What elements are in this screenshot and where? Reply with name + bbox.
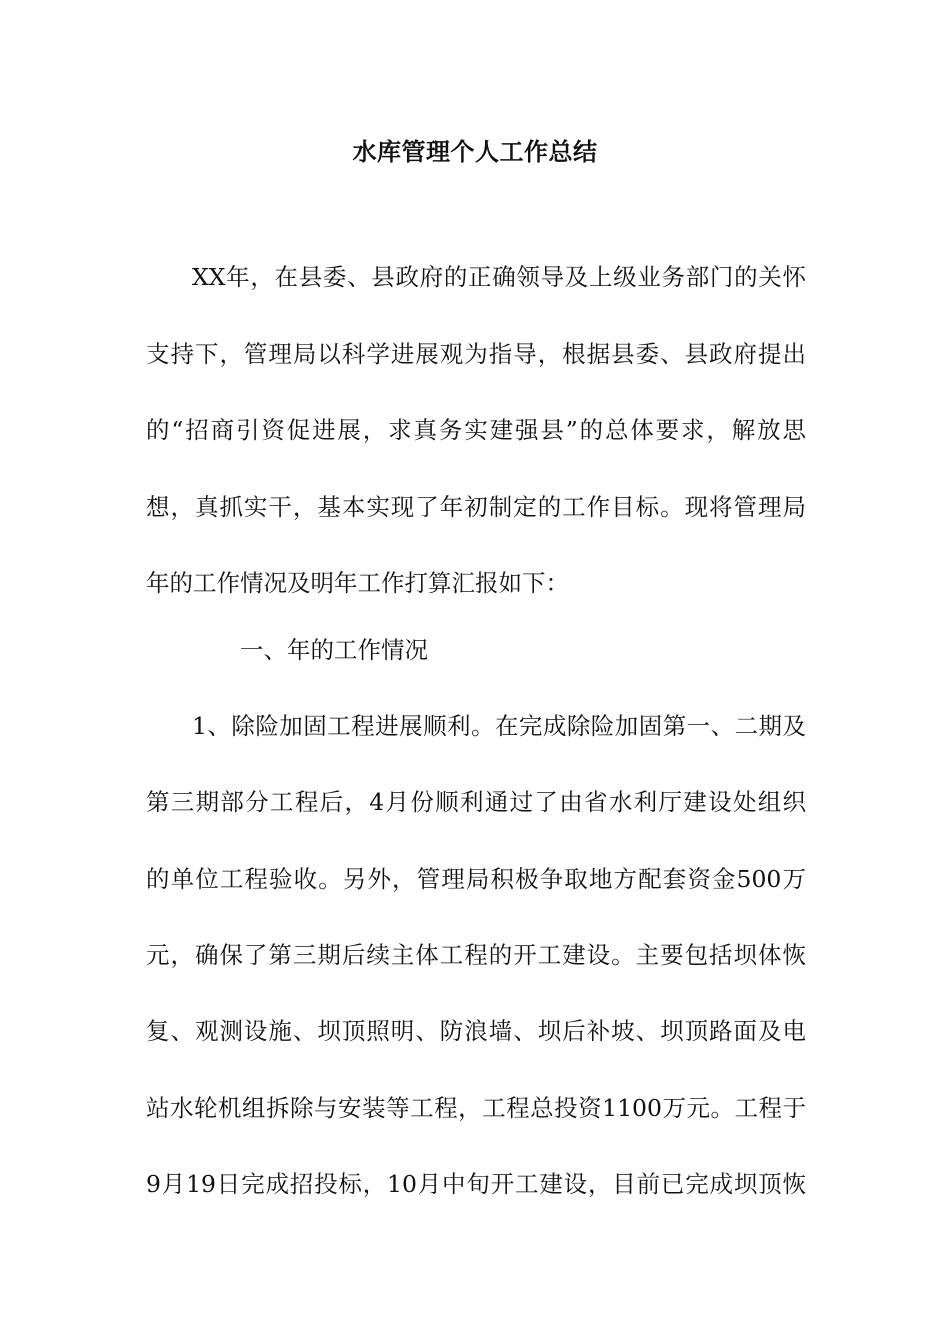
- paragraph-line: 支持下，管理局以科学进展观为指导，根据县委、县政府提出: [146, 340, 806, 368]
- paragraph-line: 9月19日完成招投标，10月中旬开工建设，目前已完成坝顶恢: [146, 1170, 806, 1198]
- paragraph-line: 年的工作情况及明年工作打算汇报如下：: [146, 569, 569, 597]
- paragraph-line: 复、观测设施、坝顶照明、防浪墙、坝后补坡、坝顶路面及电: [146, 1017, 806, 1045]
- paragraph-line: 1、除险加固工程进展顺利。在完成除险加固第一、二期及: [192, 712, 806, 740]
- paragraph-line: 第三期部分工程后，4月份顺利通过了由省水利厅建设处组织: [146, 788, 806, 816]
- paragraph-line: 的“招商引资促进展，求真务实建强县”的总体要求，解放思: [146, 416, 806, 444]
- paragraph-line: 的单位工程验收。另外，管理局积极争取地方配套资金500万: [146, 865, 806, 893]
- paragraph-line: 站水轮机组拆除与安装等工程，工程总投资1100万元。工程于: [146, 1094, 806, 1122]
- paragraph-line: 想，真抓实干，基本实现了年初制定的工作目标。现将管理局: [146, 493, 806, 521]
- paragraph-line: 元，确保了第三期后续主体工程的开工建设。主要包括坝体恢: [146, 941, 806, 969]
- paragraph-line: XX年，在县委、县政府的正确领导及上级业务部门的关怀: [192, 263, 806, 291]
- section-heading: 一、年的工作情况: [240, 636, 428, 664]
- document-title: 水库管理个人工作总结: [352, 137, 598, 166]
